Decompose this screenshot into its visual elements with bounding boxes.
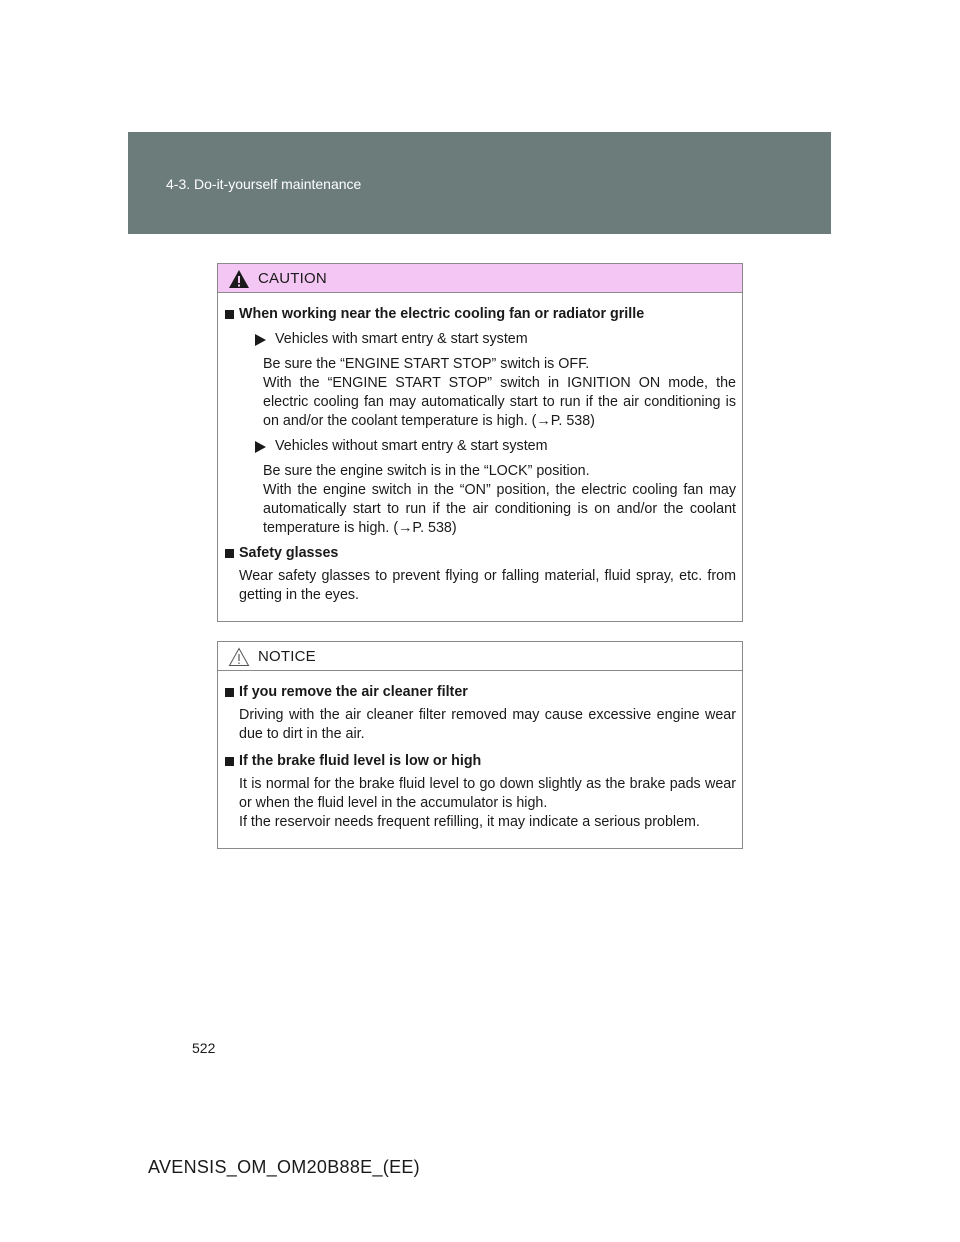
warning-outline-icon [228, 647, 250, 667]
arrow-bullet-icon [255, 334, 266, 346]
notice-paragraph: Driving with the air cleaner filter removed may cause excessive engine wear due to dirt in the air. [239, 707, 736, 742]
caution-paragraph: Wear safety glasses to prevent flying or falling material, fluid spray, etc. from getting in the eyes. [239, 568, 736, 603]
notice-section-title: If you remove the air cleaner filter [225, 683, 736, 702]
notice-paragraph: It is normal for the brake fluid level to go down slightly as the brake pads wear or when the fluid level in the accumulator is high. [239, 776, 736, 811]
notice-paragraph: If the reservoir needs frequent refilling, it may indicate a serious problem. [239, 814, 700, 830]
square-bullet-icon [225, 688, 234, 697]
notice-label: NOTICE [258, 648, 316, 665]
notice-section-title: If the brake fluid level is low or high [225, 752, 736, 771]
page-number: 522 [192, 1040, 216, 1056]
caution-section-title: When working near the electric cooling fan or radiator grille [225, 305, 736, 324]
caution-section-title: Safety glasses [225, 544, 736, 563]
caution-paragraph: Be sure the “ENGINE START STOP” switch is OFF. [263, 356, 590, 372]
warning-filled-icon [228, 269, 250, 289]
notice-header [218, 642, 742, 671]
square-bullet-icon [225, 310, 234, 319]
header-band [128, 132, 831, 234]
caution-subheading: Vehicles with smart entry & start system [255, 330, 736, 349]
notice-box [217, 641, 743, 849]
arrow-bullet-icon [255, 441, 266, 453]
footer-code: AVENSIS_OM_OM20B88E_(EE) [148, 1157, 420, 1177]
caution-paragraph: With the “ENGINE START STOP” switch in IGNITION ON mode, the electric cooling fan may automatically start to run if the air conditioning is on and/or the coolant temperature is high. (→P. 538) [263, 375, 736, 429]
square-bullet-icon [225, 549, 234, 558]
caution-subheading: Vehicles without smart entry & start system [255, 437, 736, 456]
caution-paragraph: Be sure the engine switch is in the “LOCK” position. [263, 463, 590, 479]
square-bullet-icon [225, 757, 234, 766]
caution-box [217, 263, 743, 622]
caution-header [218, 264, 742, 293]
caution-paragraph: With the engine switch in the “ON” position, the electric cooling fan may automatically start to run if the air conditioning is on and/or the coolant temperature is high. (→P. 538) [263, 482, 736, 536]
caution-label: CAUTION [258, 270, 327, 287]
section-title: 4-3. Do-it-yourself maintenance [166, 176, 362, 192]
